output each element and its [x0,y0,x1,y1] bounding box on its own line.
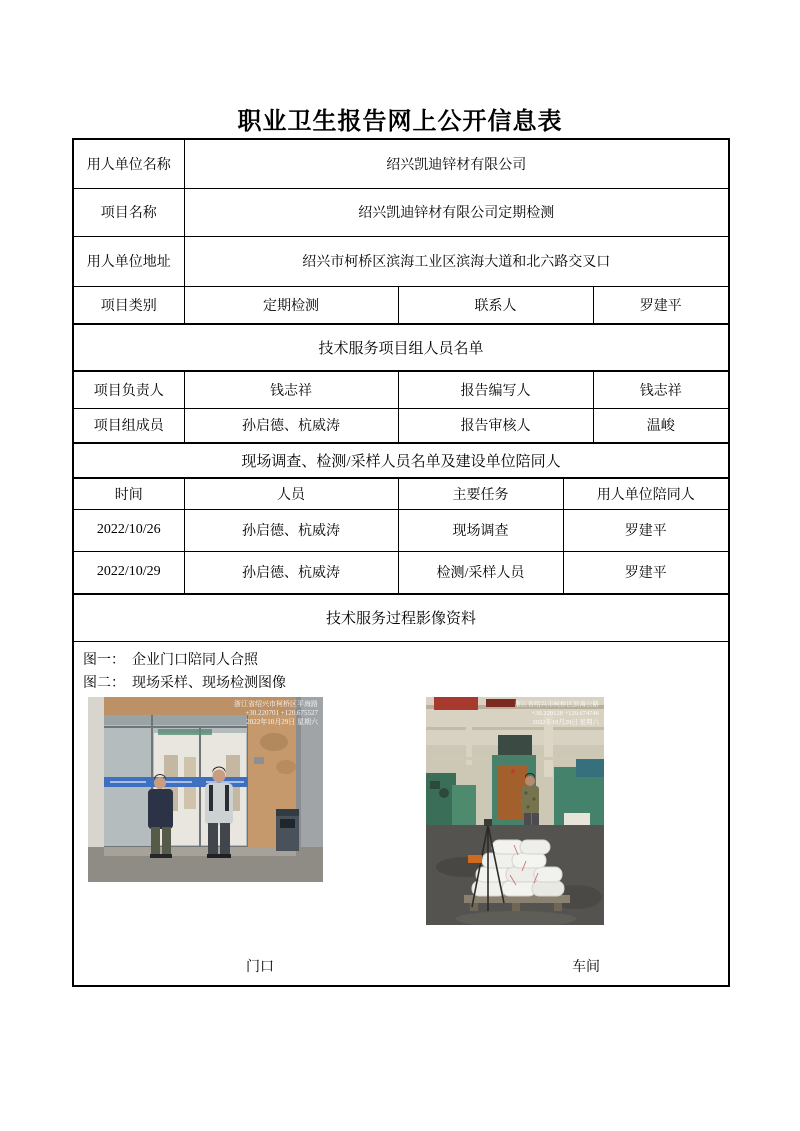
row-media-section [73,594,729,641]
report-writer-value: 钱志祥 [593,371,729,408]
site-header-escort: 用人单位陪同人 [563,478,729,509]
table-row [73,551,729,594]
employer-address-label: 用人单位地址 [73,236,184,286]
orange-case [468,855,482,863]
photo1-label: 门口 [246,959,274,975]
row-employer-address [73,236,729,286]
photo-workshop [426,697,604,925]
project-leader-value: 钱志祥 [184,371,398,408]
project-leader-label: 项目负责人 [73,371,184,408]
media-section-title: 技术服务过程影像资料 [73,594,729,641]
machines-right [554,759,604,825]
row-photos [73,641,729,986]
svg-text:2022年10月29日 星期六: 2022年10月29日 星期六 [532,718,599,726]
site-row-personnel: 孙启德、杭威涛 [184,551,398,594]
row-site-section [73,443,729,478]
team-section-title: 技术服务项目组人员名单 [73,324,729,371]
figure2-caption: 图二： 现场采样、现场检测图像 [83,675,286,691]
site-row-time: 2022/10/29 [73,551,184,594]
employer-name-value: 绍兴凯迪锌材有限公司 [184,139,729,188]
site-header-task: 主要任务 [398,478,563,509]
project-members-value: 孙启德、杭威涛 [184,408,398,443]
table-row [73,509,729,551]
row-project-type [73,286,729,324]
svg-text:+30.220701 +120.675527: +30.220701 +120.675527 [245,708,318,717]
site-row-task: 现场调查 [398,509,563,551]
site-header-personnel: 人员 [184,478,398,509]
crane-beam [434,697,478,710]
project-name-label: 项目名称 [73,188,184,236]
employer-address-value: 绍兴市柯桥区滨海工业区滨海大道和北六路交叉口 [184,236,729,286]
photos-cell [73,641,729,986]
svg-text:浙江省绍兴市柯桥区平海路: 浙江省绍兴市柯桥区平海路 [234,699,318,708]
svg-text:浙江省绍兴市柯桥区滨海公路: 浙江省绍兴市柯桥区滨海公路 [514,700,599,708]
site-row-personnel: 孙启德、杭威涛 [184,509,398,551]
project-type-value: 定期检测 [184,286,398,324]
figure1-caption: 图一： 企业门口陪同人合照 [83,652,258,668]
report-writer-label: 报告编写人 [398,371,593,408]
photo-entrance [88,697,323,882]
contact-value: 罗建平 [593,286,729,324]
trash-bin [276,809,299,851]
site-row-escort: 罗建平 [563,551,729,594]
page-title: 职业卫生报告网上公开信息表 [237,109,563,135]
project-name-value: 绍兴凯迪锌材有限公司定期检测 [184,188,729,236]
photo1-watermark [234,699,319,726]
site-header-time: 时间 [73,478,184,509]
row-project-name [73,188,729,236]
site-row-escort: 罗建平 [563,509,729,551]
employer-name-label: 用人单位名称 [73,139,184,188]
project-type-label: 项目类别 [73,286,184,324]
report-auditor-label: 报告审核人 [398,408,593,443]
report-auditor-value: 温峻 [593,408,729,443]
site-row-time: 2022/10/26 [73,509,184,551]
row-project-leader [73,371,729,408]
row-site-header [73,478,729,509]
project-members-label: 项目组成员 [73,408,184,443]
row-employer-name [73,139,729,188]
svg-text:+30.220128 +120.674746: +30.220128 +120.674746 [531,709,599,717]
contact-label: 联系人 [398,286,593,324]
site-row-task: 检测/采样人员 [398,551,563,594]
site-section-title: 现场调查、检测/采样人员名单及建设单位陪同人 [73,443,729,478]
photo2-label: 车间 [572,959,600,975]
info-table [72,138,730,987]
row-team-section [73,324,729,371]
svg-text:2022年10月29日 星期六: 2022年10月29日 星期六 [246,717,318,726]
row-project-members [73,408,729,443]
